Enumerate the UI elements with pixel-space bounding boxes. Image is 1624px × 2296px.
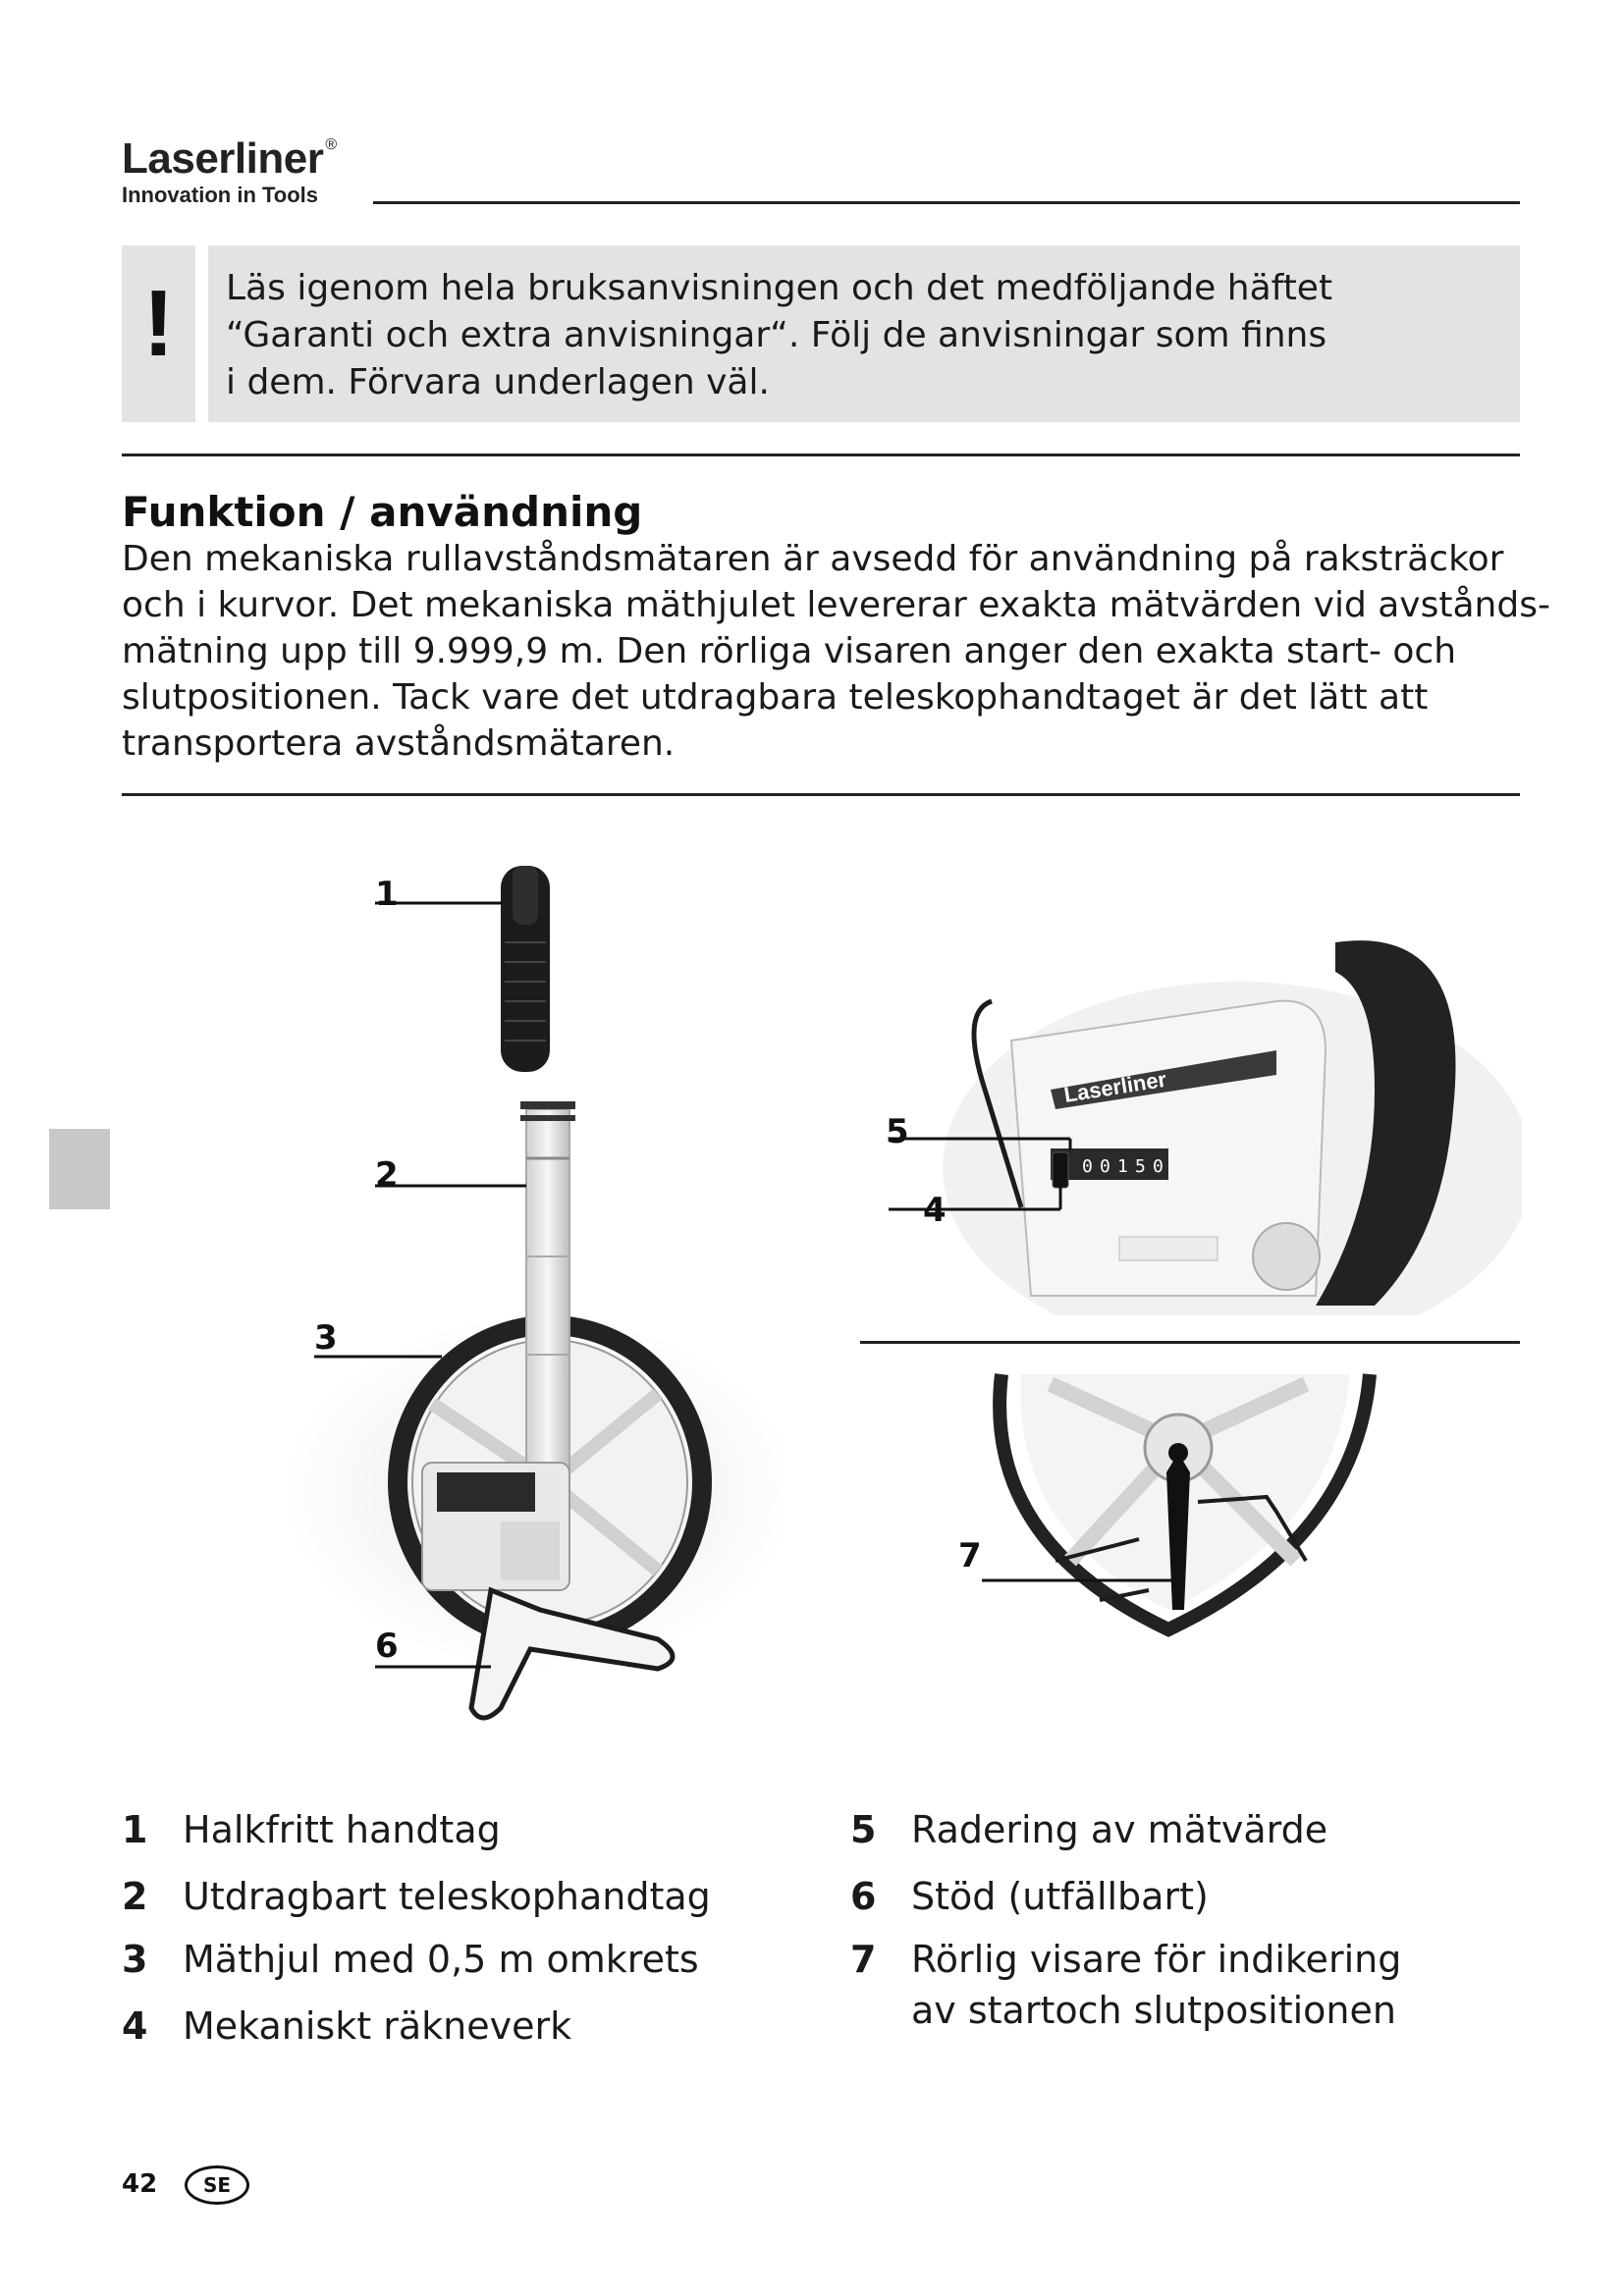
- counter-display: [437, 1472, 535, 1512]
- legend-number: 5: [850, 1808, 877, 1851]
- legend-text: Rörlig visare för indikering: [911, 1938, 1402, 1981]
- counter-digit: 1: [1117, 1156, 1128, 1177]
- reset-knob: [1053, 1152, 1068, 1188]
- counter-digit: 5: [1135, 1156, 1146, 1177]
- language-side-tab: [49, 1129, 110, 1209]
- legend-number: 1: [122, 1808, 148, 1851]
- body-line: Den mekaniska rullavståndsmätaren är avsedd för användning på raksträckor: [122, 539, 1504, 579]
- legend-item: [850, 1871, 1518, 1922]
- counter-digit: 0: [1153, 1156, 1164, 1177]
- callout-label-6: 6: [375, 1627, 399, 1666]
- callout-label-1: 1: [375, 875, 399, 914]
- device-brand-label: Laserliner: [1061, 1066, 1168, 1107]
- registered-mark: ®: [325, 136, 337, 153]
- legend-text: Halkfritt handtag: [183, 1808, 501, 1851]
- section-body: [122, 536, 1550, 767]
- counter-digit: 0: [1082, 1156, 1093, 1177]
- legend-item: [122, 1804, 809, 1855]
- section-rule-top: [122, 454, 1520, 456]
- legend-number: 4: [122, 2004, 148, 2048]
- body-line: mätning upp till 9.999,9 m. Den rörliga visaren anger den exakta start- och: [122, 631, 1457, 671]
- warning-line: i dem. Förvara underlagen väl.: [226, 362, 770, 402]
- section-rule-bottom: [122, 793, 1520, 796]
- body-line: transportera avståndsmätaren.: [122, 723, 676, 764]
- pointer-detail-figure: [982, 1364, 1394, 1659]
- page-number: 42: [122, 2169, 158, 2199]
- legend-text: Mäthjul med 0,5 m omkrets: [183, 1938, 699, 1981]
- measuring-wheel-figure: [196, 844, 785, 1787]
- legend-text-continued: av startoch slutpositionen: [911, 1989, 1396, 2032]
- callout-label-3: 3: [314, 1318, 338, 1358]
- legend-number: 3: [122, 1938, 148, 1981]
- callout-label-7: 7: [958, 1536, 982, 1575]
- legend-text: Utdragbart teleskophandtag: [183, 1875, 711, 1918]
- callout-label-2: 2: [375, 1155, 399, 1195]
- legend-number: 2: [122, 1875, 148, 1918]
- legend-number: 7: [850, 1938, 877, 1981]
- figure-divider: [860, 1341, 1520, 1344]
- language-badge: SE: [185, 2165, 249, 2205]
- legend-text: Mekaniskt räkneverk: [183, 2004, 572, 2048]
- warning-line: Läs igenom hela bruksanvisningen och det medföljande häftet: [226, 268, 1333, 308]
- legend-item: [122, 2001, 809, 2052]
- header-rule: [373, 201, 1520, 204]
- body-line: slutpositionen. Tack vare det utdragbara teleskophandtaget är det lätt att: [122, 677, 1429, 718]
- legend-text: Stöd (utfällbart): [911, 1875, 1209, 1918]
- legend-item: [850, 1934, 1518, 2036]
- warning-text: [226, 265, 1502, 406]
- callout-label-4: 4: [923, 1191, 947, 1230]
- brand-logo: [122, 134, 337, 183]
- legend-text: Radering av mätvärde: [911, 1808, 1328, 1851]
- legend-number: 6: [850, 1875, 877, 1918]
- legend-item: [850, 1804, 1518, 1855]
- legend-item: [122, 1934, 809, 1985]
- brand-tagline: Innovation in Tools: [122, 183, 319, 207]
- body-line: och i kurvor. Det mekaniska mäthjulet levererar exakta mätvärden vid avstånds-: [122, 585, 1550, 625]
- exclamation-icon: !: [142, 271, 175, 376]
- callout-label-5: 5: [886, 1112, 909, 1151]
- section-title: Funktion / användning: [122, 488, 643, 536]
- pole-collar: [520, 1101, 575, 1109]
- warning-line: “Garanti och extra anvisningar“. Följ de anvisningar som finns: [226, 315, 1327, 355]
- brand-name: Laserliner: [122, 134, 324, 183]
- legend-item: [122, 1871, 809, 1922]
- counter-digit: 0: [1100, 1156, 1110, 1177]
- counter-detail-figure: [864, 913, 1522, 1315]
